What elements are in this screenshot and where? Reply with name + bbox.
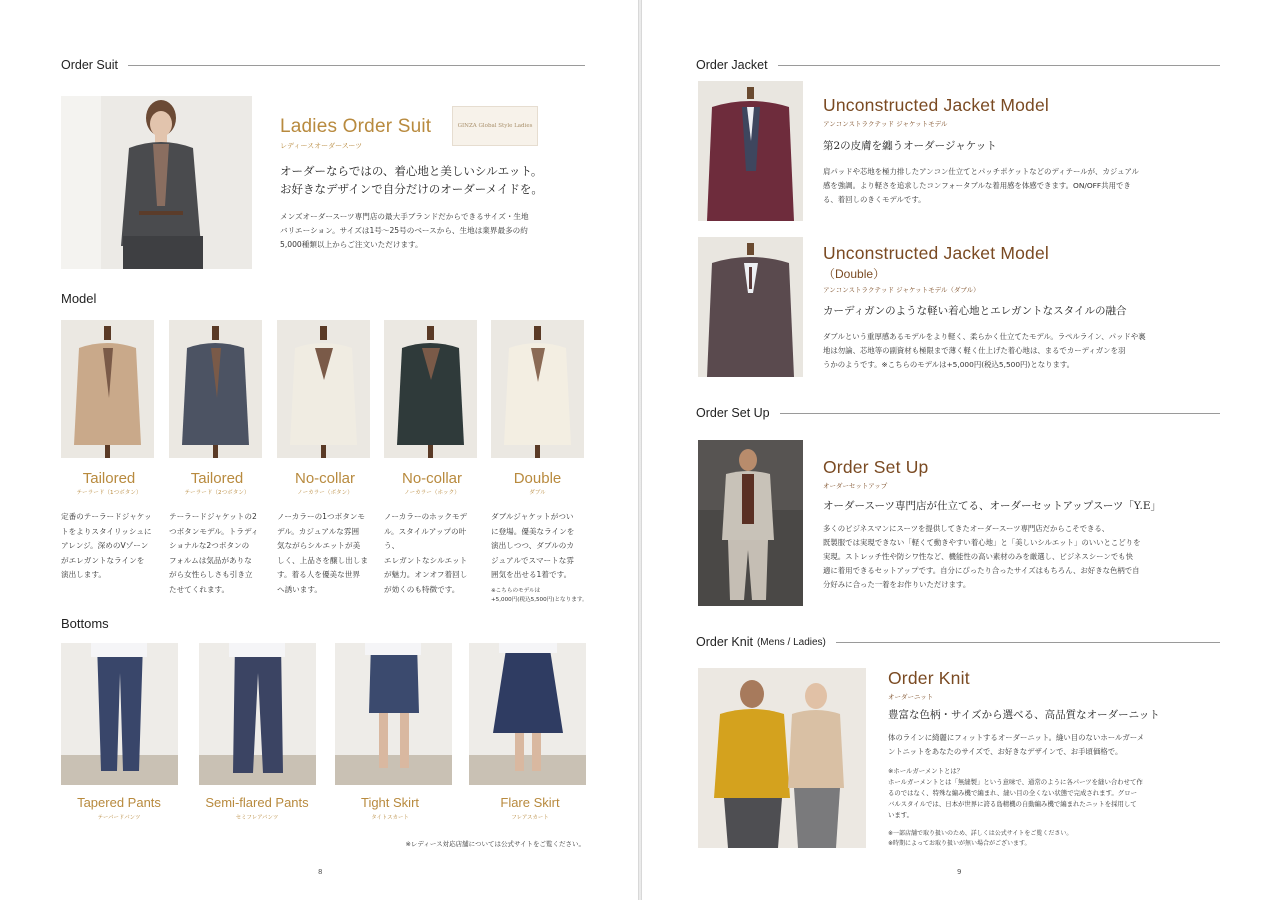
bottom-photo-tight-skirt [335, 643, 452, 785]
model-name-jp: ノーカラー（ホック） [404, 490, 460, 496]
model-card-tailored-2 [169, 470, 265, 597]
model-description: 定番のテーラードジャケッ トをよりスタイリッシュに アレンジ。深めのVゾーン がエレガントなラインを 演出します。 [61, 512, 152, 579]
jacket1-title-block [823, 95, 1049, 128]
knit-footnotes: ※一部店舗で取り扱いのため、詳しくは公式サイトをご覧ください。 ※時期によってお取り扱いが無い場合がございます。 [888, 830, 1073, 847]
section-subtitle: (Mens / Ladies) [756, 636, 826, 648]
knit-body: 体のラインに綺麗にフィットするオーダーニット。縫い目のないホールガーメ ントニットをあなたのサイズで、お好きなデザインで、お手頃価格で。 [888, 733, 1145, 756]
knit-title: Order Knit [888, 668, 970, 688]
model-name-jp: テーラード（1つボタン） [76, 490, 142, 496]
right-page [642, 0, 1280, 900]
setup-title-block [823, 457, 929, 490]
ladies-suit-photo [61, 96, 252, 269]
bottom-card-semiflared: Semi-flared Pants セミフレアパンツ [205, 795, 309, 821]
ladies-title: Ladies Order Suit [280, 116, 432, 137]
ladies-title-block [280, 116, 431, 151]
model-name: Tailored [82, 470, 136, 487]
bottoms-label: Bottoms [61, 616, 109, 631]
setup-photo [698, 440, 803, 606]
setup-title: Order Set Up [823, 457, 929, 477]
section-title: Order Knit [696, 635, 753, 649]
knit-title-block [888, 668, 970, 701]
model-card-double [491, 470, 595, 606]
jacket2-lead: カーディガンのような軽い着心地とエレガントなスタイルの融合 [823, 305, 1127, 317]
jacket2-body: ダブルという重厚感あるモデルをより軽く、柔らかく仕立てたモデル。ラペルライン、パッドや裏 地は勿論、芯地等の副資材も極限まで薄く軽く仕上げた着心地は、まるでカーディガンを羽 うかのようです。※こちらのモデルは+5,000円(税込5,500円)となります。 [823, 332, 1146, 369]
order-suit-header [61, 58, 585, 72]
model-name: Tailored [190, 470, 244, 487]
model-card-tailored-1 [61, 470, 157, 583]
model-photo-tailored-1 [61, 320, 154, 458]
bottom-card-tight-skirt: Tight Skirt タイトスカート [360, 795, 420, 821]
model-name-jp: テーラード（2つボタン） [184, 490, 250, 496]
left-page [0, 0, 638, 900]
model-description: ダブルジャケットがつい に登場。優美なラインを 演出しつつ、ダブルのカ ジュアルでスマートな雰 囲気を出せる1着です。 [491, 512, 575, 579]
model-note: ※こちらのモデルは +5,000円(税込5,500円)となります。 [491, 587, 588, 603]
setup-lead: オーダースーツ専門店が仕立てる、オーダーセットアップスーツ「Y.E」 [823, 500, 1161, 512]
knit-photo [698, 668, 866, 848]
model-photo-tailored-2 [169, 320, 262, 458]
section-title: Order Suit [61, 58, 118, 72]
model-label: Model [61, 291, 97, 306]
ladies-lead: オーダーならではの、着心地と美しいシルエット。 お好きなデザインで自分だけのオーダーメイドを。 [280, 164, 543, 196]
ladies-body: メンズオーダースーツ専門店の最大手ブランドだからできるサイズ・生地 バリエーション。サイズは1号〜25号のベースから、生地は業界最多の約 5,000種類以上からご注文いただけます。 [280, 212, 529, 249]
model-description: ノーカラーのホックモデ ル。スタイルアップの叶う、 エレガントなシルエット が魅力。オンオフ着回し が効くのも特徴です。 [384, 512, 468, 594]
jacket2-title: Unconstructed Jacket Model [823, 243, 1050, 263]
order-setup-header [696, 406, 1220, 420]
footnote: ※レディース対応店舗については公式サイトをご覧ください。 [405, 840, 585, 848]
bottom-photo-flare-skirt [469, 643, 586, 785]
order-jacket-header [696, 58, 1220, 72]
bottom-card-flare-skirt: Flare Skirt フレアスカート [500, 795, 560, 821]
model-description: テーラードジャケットの2 つボタンモデル。トラディ ショナルな2つボタンの フォルムは気品がありな がら女性らしさも引き立 たせてくれます。 [169, 512, 259, 594]
section-rule [780, 413, 1220, 414]
bottom-photo-semiflared [199, 643, 316, 785]
knit-subtitle: オーダーニット [888, 693, 934, 701]
jacket2-subtitle: アンコンストラクテッド ジャケットモデル（ダブル） [823, 286, 980, 294]
model-photo-double [491, 320, 584, 458]
section-title: Order Jacket [696, 58, 768, 72]
model-name: No-collar [401, 470, 462, 487]
model-card-nocollar-button [277, 470, 373, 597]
jacket2-title-block [823, 243, 1049, 294]
model-name-jp: ダブル [529, 490, 546, 496]
jacket1-lead: 第2の皮膚を纏うオーダージャケット [823, 140, 997, 152]
jacket1-subtitle: アンコンストラクテッド ジャケットモデル [823, 120, 948, 128]
knit-whole-garment-note: ※ホールガーメントとは？ ホールガーメントとは「無縫製」という意味で、通常のように各パーツを縫い合わせて作 るのではなく、特殊な編み機で編まれ、縫い目の全くない状態で完成されます。グロー バルスタイルでは、日本が世界に誇る島精機の自動編み機で編まれたニットを採用して います。 [888, 767, 1143, 819]
model-card-nocollar-hook [384, 470, 480, 597]
bottom-card-tapered: Tapered Pants テーパードパンツ [77, 795, 161, 821]
model-photo-nocollar-button [277, 320, 370, 458]
section-rule [836, 642, 1220, 643]
ladies-logo: GINZA Global Style Ladies [452, 106, 538, 146]
section-rule [128, 65, 585, 66]
jacket-photo-double [698, 237, 803, 377]
model-photo-nocollar-hook [384, 320, 477, 458]
section-rule [778, 65, 1220, 66]
setup-subtitle: オーダーセットアップ [823, 482, 888, 490]
order-knit-header [696, 635, 1220, 649]
model-name: No-collar [294, 470, 355, 487]
jacket1-title: Unconstructed Jacket Model [823, 95, 1050, 115]
bottom-photo-tapered [61, 643, 178, 785]
section-title: Order Set Up [696, 406, 770, 420]
model-description: ノーカラーの1つボタンモ デル。カジュアルな雰囲 気ながらシルエットが美 しく、上品さを醸し出しま す。着る人を優美な世界 へ誘います。 [277, 512, 368, 594]
ladies-subtitle: レディースオーダースーツ [280, 142, 363, 150]
model-name-jp: ノーカラー（ボタン） [297, 490, 353, 496]
page-number: 9 [957, 868, 962, 876]
setup-body: 多くのビジネスマンにスーツを提供してきたオーダースーツ専門店だからこそできる、 既製服では実現できない「軽くて動きやすい着心地」と「美しいシルエット」のいいとこどりを 実現。ストレッチ性や防シワ性など、機能性の高い素材のみを厳選し、ビジネスシーンでも快 適に着用できるセットアップです。自分にぴったり合ったサイズはもちろん、お好きな色柄で自 分好みに合った一着をお作りいただけます。 [823, 524, 1141, 589]
model-name: Double [513, 470, 562, 487]
jacket1-body: 肩パッドや芯地を極力排したアンコン仕立てとパッチポケットなどのディテールが、カジュアル 感を強調。より軽さを追求したコンフォータブルな着用感を体感できます。ON/OFF共用でき る、着回しのきくモデルです。 [823, 167, 1139, 204]
knit-lead: 豊富な色柄・サイズから選べる、高品質なオーダーニット [888, 709, 1160, 721]
jacket2-title-double: （Double） [823, 267, 886, 281]
page-number: 8 [318, 868, 323, 876]
jacket-photo-unconstructed [698, 81, 803, 221]
